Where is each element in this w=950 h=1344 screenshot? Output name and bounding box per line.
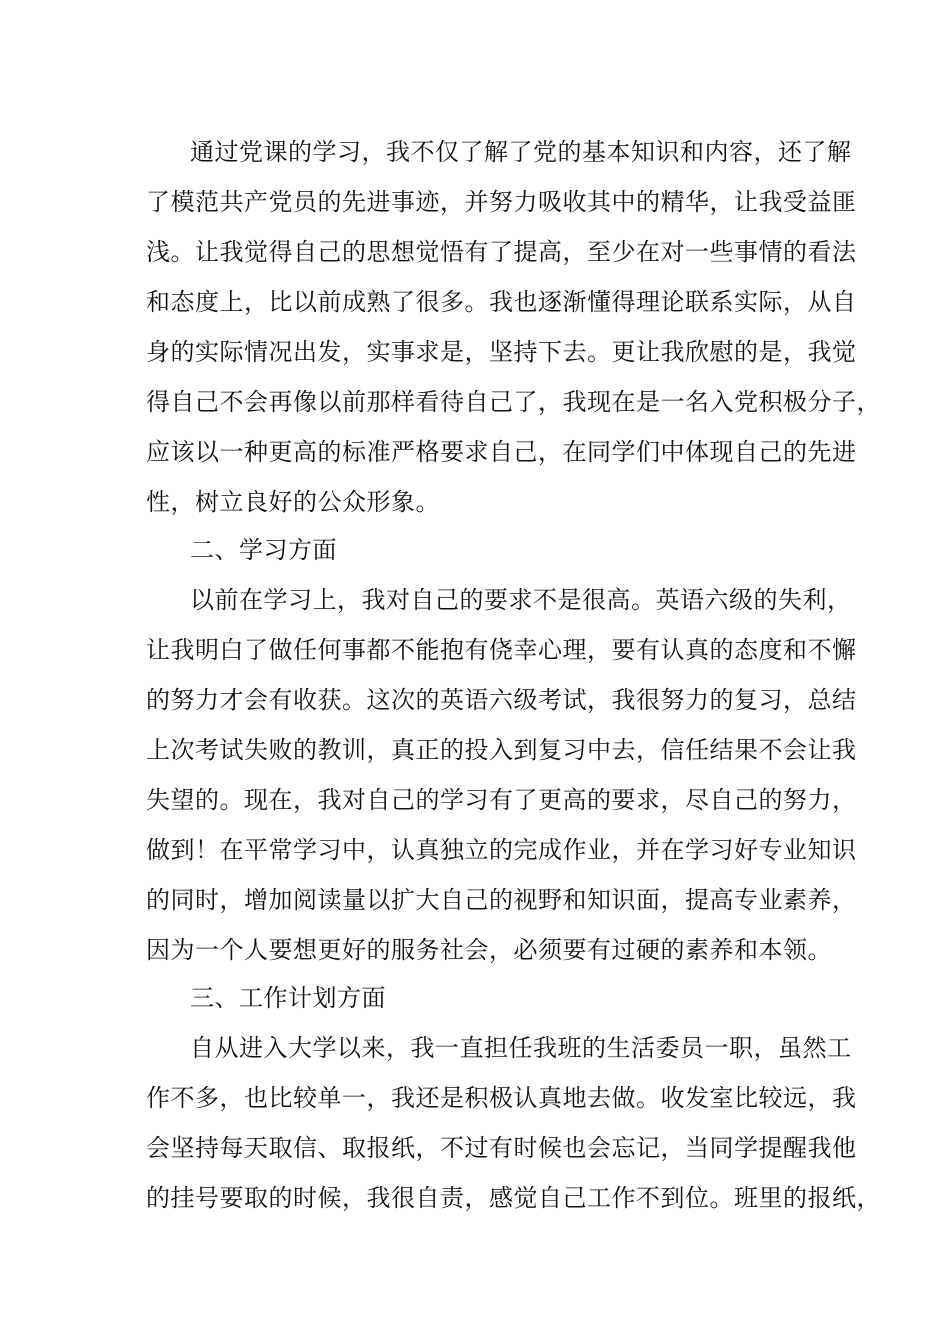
paragraph-1-line-5: 身的实际情况出发，实事求是，坚持下去。更让我欣慰的是，我觉 — [146, 338, 857, 366]
paragraph-1-line-7: 应该以一种更高的标准严格要求自己，在同学们中体现自己的先进 — [146, 438, 857, 466]
paragraph-3-line-4: 的挂号要取的时候，我很自责，感觉自己工作不到位。班里的报纸， — [146, 1184, 881, 1212]
paragraph-3-line-1: 自从进入大学以来，我一直担任我班的生活委员一职，虽然工 — [190, 1034, 852, 1062]
paragraph-1-line-6: 得自己不会再像以前那样看待自己了，我现在是一名入党积极分子， — [146, 388, 881, 416]
paragraph-2-line-4: 上次考试失败的教训，真正的投入到复习中去，信任结果不会让我 — [146, 736, 857, 764]
paragraph-2-line-2: 让我明白了做任何事都不能抱有侥幸心理，要有认真的态度和不懈 — [146, 636, 857, 664]
paragraph-2-line-6: 做到！在平常学习中，认真独立的完成作业，并在学习好专业知识 — [146, 836, 857, 864]
paragraph-1-line-2: 了模范共产党员的先进事迹，并努力吸收其中的精华，让我受益匪 — [146, 188, 857, 216]
paragraph-2-line-1: 以前在学习上，我对自己的要求不是很高。英语六级的失利， — [190, 586, 852, 614]
paragraph-1-line-3: 浅。让我觉得自己的思想觉悟有了提高，至少在对一些事情的看法 — [146, 238, 857, 266]
paragraph-2-line-3: 的努力才会有收获。这次的英语六级考试，我很努力的复习，总结 — [146, 686, 857, 714]
paragraph-2-line-8: 因为一个人要想更好的服务社会，必须要有过硬的素养和本领。 — [146, 936, 832, 964]
section-heading-study: 二、学习方面 — [190, 536, 337, 564]
paragraph-2-line-5: 失望的。现在，我对自己的学习有了更高的要求，尽自己的努力， — [146, 786, 857, 814]
paragraph-3-line-3: 会坚持每天取信、取报纸，不过有时候也会忘记，当同学提醒我他 — [146, 1134, 857, 1162]
paragraph-1-line-1: 通过党课的学习，我不仅了解了党的基本知识和内容，还了解 — [190, 138, 852, 166]
section-heading-work-plan: 三、工作计划方面 — [190, 984, 386, 1012]
paragraph-3-line-2: 作不多，也比较单一，我还是积极认真地去做。收发室比较远，我 — [146, 1084, 857, 1112]
paragraph-2-line-7: 的同时，增加阅读量以扩大自己的视野和知识面，提高专业素养， — [146, 886, 857, 914]
paragraph-1-line-4: 和态度上，比以前成熟了很多。我也逐渐懂得理论联系实际，从自 — [146, 288, 857, 316]
paragraph-1-line-8: 性，树立良好的公众形象。 — [146, 488, 440, 516]
